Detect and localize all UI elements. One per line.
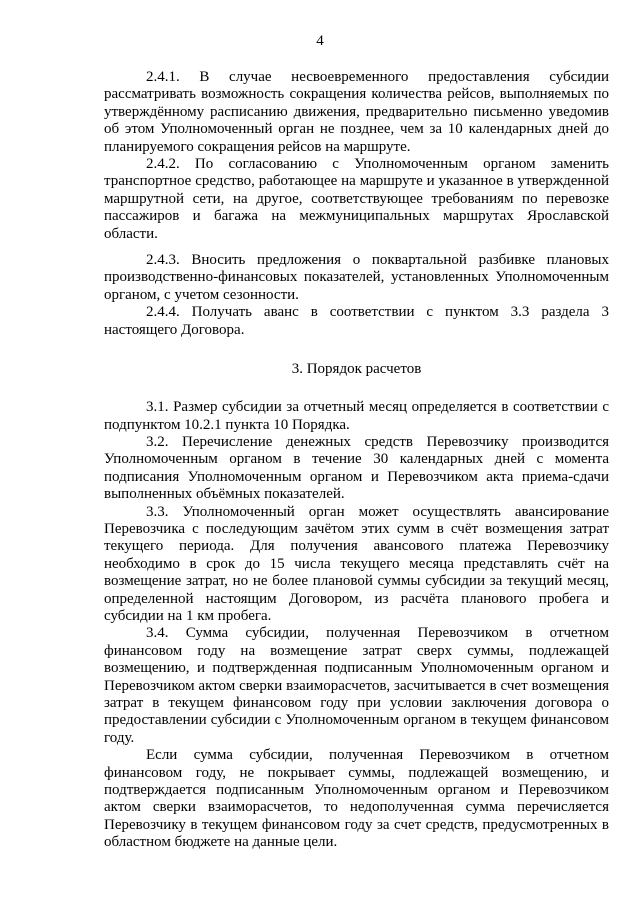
paragraph-2-4-4: 2.4.4. Получать аванс в соответствии с пунктом 3.3 раздела 3 настоящего Договора. [104,304,609,338]
paragraph-3-4: 3.4. Сумма субсидии, полученная Перевозчиком в отчетном финансовом году на возмещение затрат сверх суммы, подлежащей возмещению, и подтвержденная подписанным Уполномоченным органом и Перевозчиком актом сверки взаиморасчетов, засчитывается в счет возмещения затрат в текущем финансовом году при условии заключения договора о предоставлении субсидии с Уполномоченным органом в текущем финансовом году. [104,625,609,746]
paragraph-3-3: 3.3. Уполномоченный орган может осуществлять авансирование Перевозчика с последующим зачётом этих сумм в счёт возмещения затрат текущего периода. Для получения авансового платежа Перевозчику необходимо в срок до 15 числа текущего месяца представлять счёт на возмещение затрат, но не более плановой суммы субсидии за текущий месяц, определенной настоящим Договором, из расчёта планового пробега и субсидии на 1 км пробега. [104,503,609,624]
page-number: 4 [316,33,324,49]
paragraph-3-2: 3.2. Перечисление денежных средств Перевозчику производится Уполномоченным органом в течение 30 календарных дней с момента подписания Уполномоченным органом и Перевозчиком акта приема-сдачи выполненных объёмных показателей. [104,433,609,503]
section-heading: 3. Порядок расчетов [291,361,422,378]
paragraph-2-4-1: 2.4.1. В случае несвоевременного предоставления субсидии рассматривать возможность сокращения количества рейсов, выполняемых по утверждённому расписанию движения, предварительно письменно уведомив об этом Уполномоченный орган не позднее, чем за 10 календарных дней до планируемого сокращения рейсов на маршруте. [104,69,609,155]
paragraph-gap [104,243,609,252]
paragraph-3-1: 3.1. Размер субсидии за отчетный месяц определяется в соответствии с подпунктом 10.2.1 пункта 10 Порядка. [104,399,609,433]
paragraph-2-4-3: 2.4.3. Вносить предложения о поквартальной разбивке плановых производственно-финансовых показателей, установленных Уполномоченным органом, с учетом сезонности. [104,252,609,303]
document-body [104,69,609,852]
paragraph-3-4-continued: Если сумма субсидии, полученная Перевозчиком в отчетном финансовом году, не покрывает суммы, подлежащей возмещению, и подтверждается подписанным Уполномоченным органом и Перевозчиком актом сверки взаиморасчетов, то недополученная сумма перечисляется Перевозчику в текущем финансовом году за счет средств, предусмотренных в областном бюджете на данные цели. [104,747,609,851]
paragraph-2-4-2: 2.4.2. По согласованию с Уполномоченным органом заменить транспортное средство, работающее на маршруте и указанное в утвержденной маршрутной сети, на другое, соответствующее требованиям по перевозке пассажиров и багажа на межмуниципальных маршрутах Ярославской области. [104,156,609,242]
